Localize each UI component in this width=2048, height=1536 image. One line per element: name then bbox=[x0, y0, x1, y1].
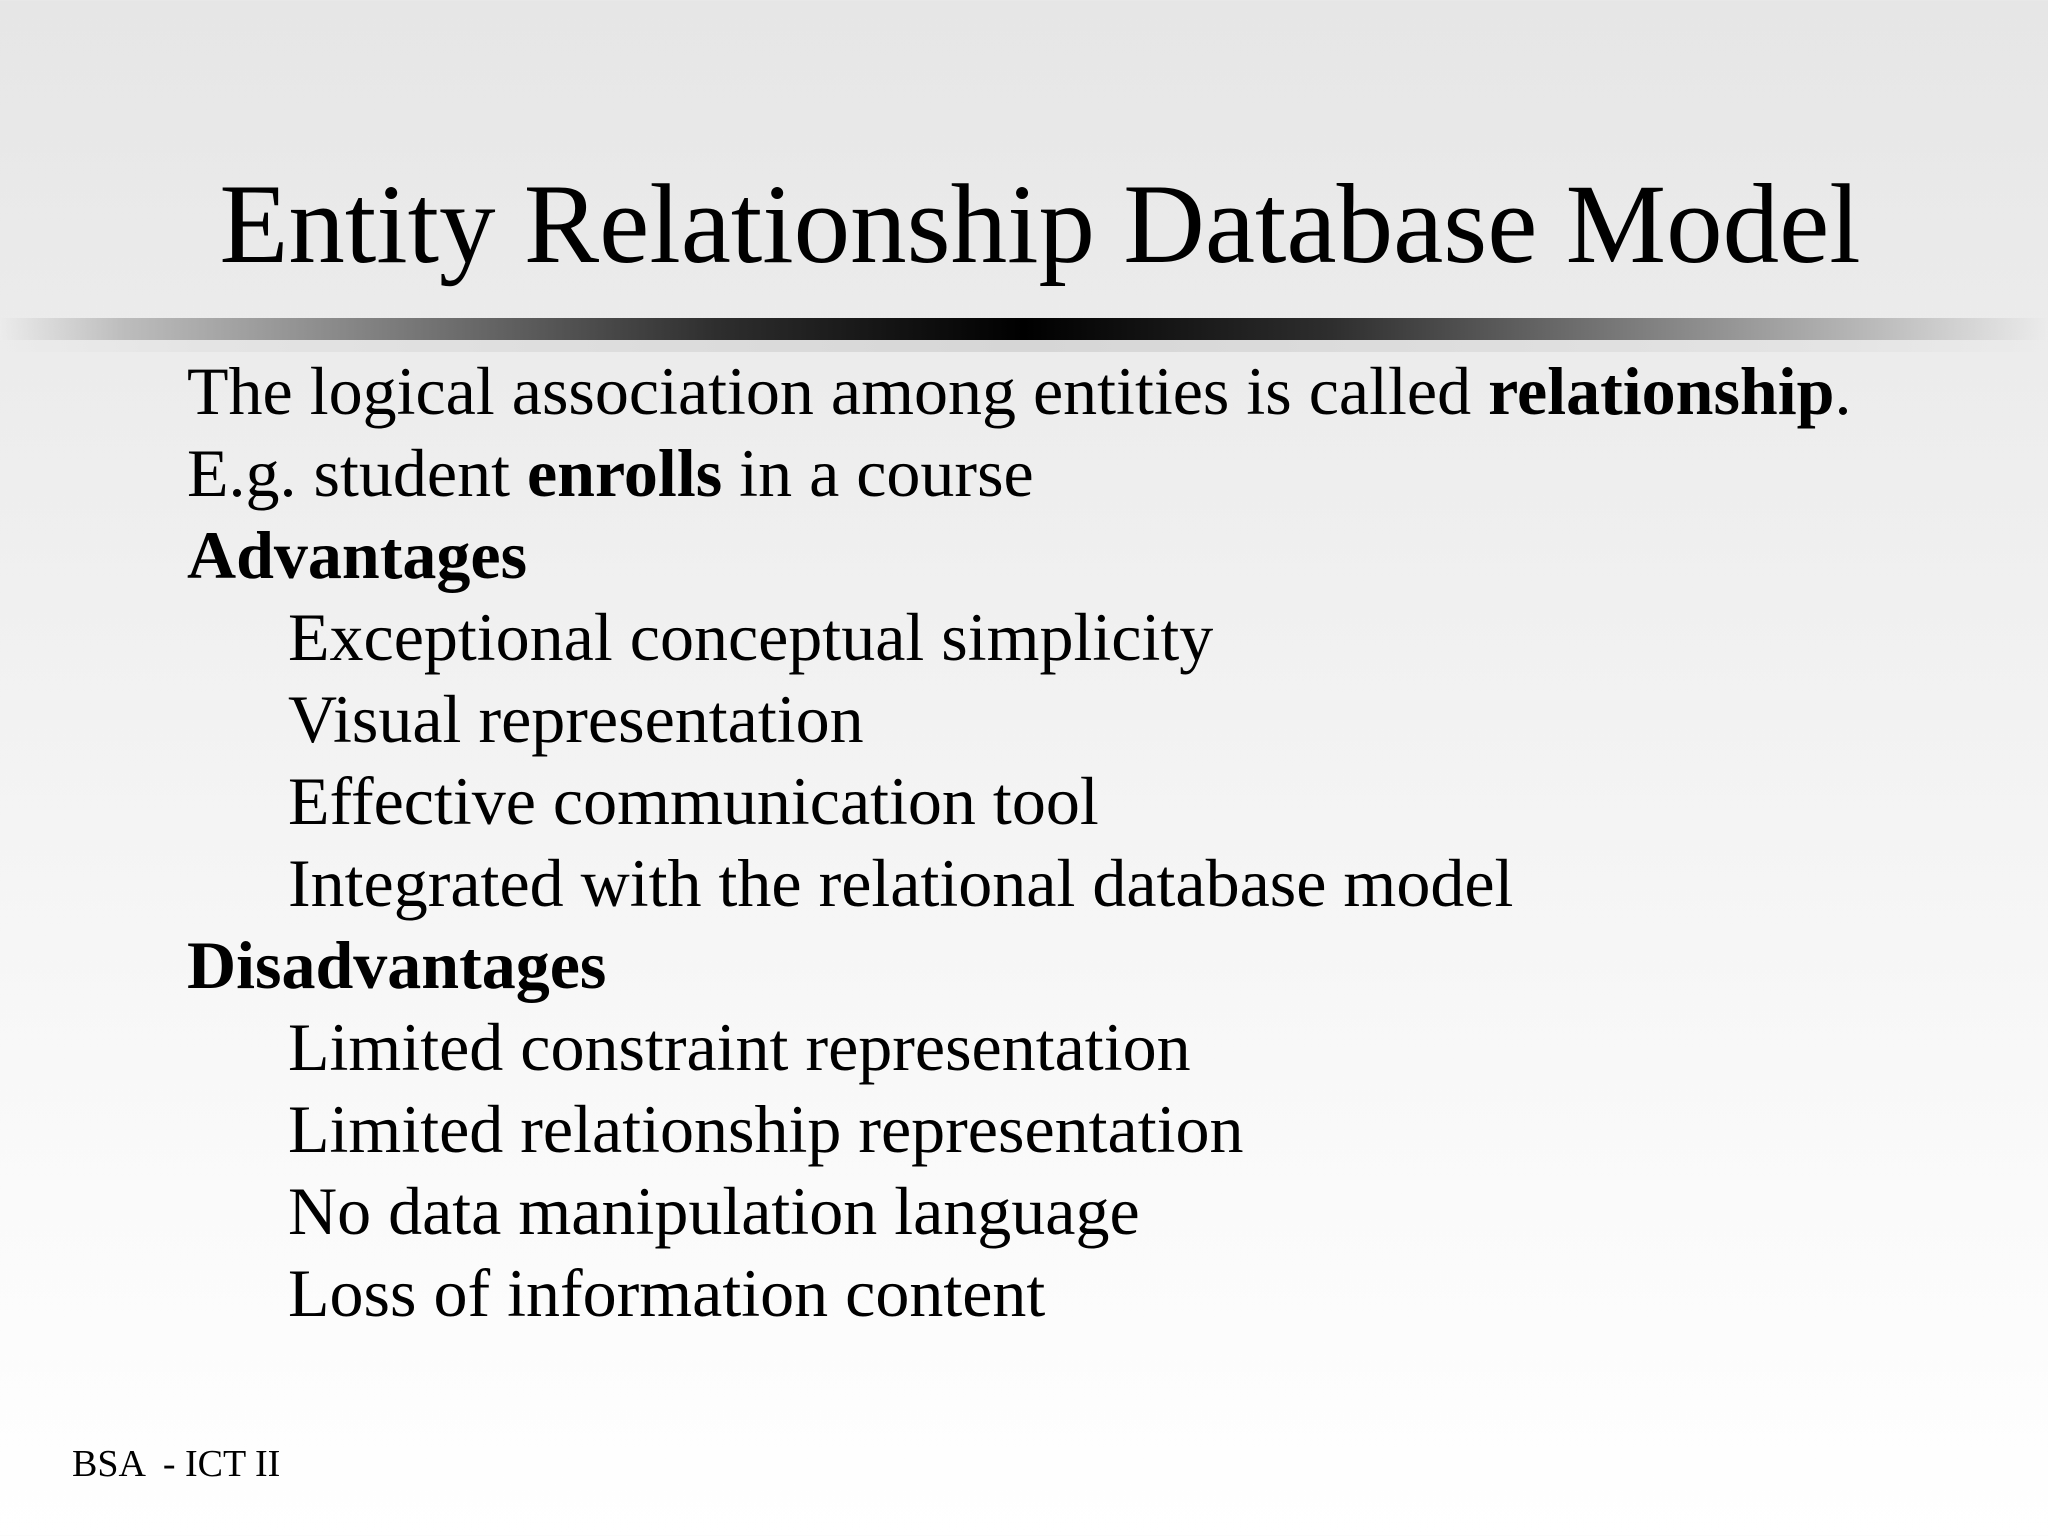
slide-title: Entity Relationship Database Model bbox=[219, 162, 1861, 287]
disadvantage-item: Limited constraint representation bbox=[288, 1009, 1191, 1085]
advantage-item: Exceptional conceptual simplicity bbox=[288, 599, 1214, 675]
example-text-start: E.g. student bbox=[187, 435, 527, 511]
advantages-heading: Advantages bbox=[187, 517, 528, 593]
definition-period: . bbox=[1834, 353, 1852, 429]
advantage-item: Visual representation bbox=[288, 681, 864, 757]
example-text-end: in a course bbox=[722, 435, 1034, 511]
disadvantages-heading: Disadvantages bbox=[187, 927, 607, 1003]
advantage-item: Effective communication tool bbox=[288, 763, 1099, 839]
disadvantage-item: No data manipulation language bbox=[288, 1173, 1140, 1249]
title-divider bbox=[0, 318, 2048, 340]
example-term: enrolls bbox=[526, 435, 723, 511]
example-line bbox=[187, 432, 2027, 514]
slide-footer: BSA - ICT II bbox=[72, 1443, 281, 1485]
disadvantage-item: Limited relationship representation bbox=[288, 1091, 1244, 1167]
definition-text: The logical association among entities is called bbox=[187, 353, 1489, 429]
definition-line bbox=[187, 350, 2027, 432]
disadvantage-item: Loss of information content bbox=[288, 1255, 1046, 1331]
definition-term: relationship bbox=[1488, 353, 1835, 429]
advantage-item: Integrated with the relational database model bbox=[288, 845, 1514, 921]
slide-body bbox=[187, 350, 2027, 1334]
